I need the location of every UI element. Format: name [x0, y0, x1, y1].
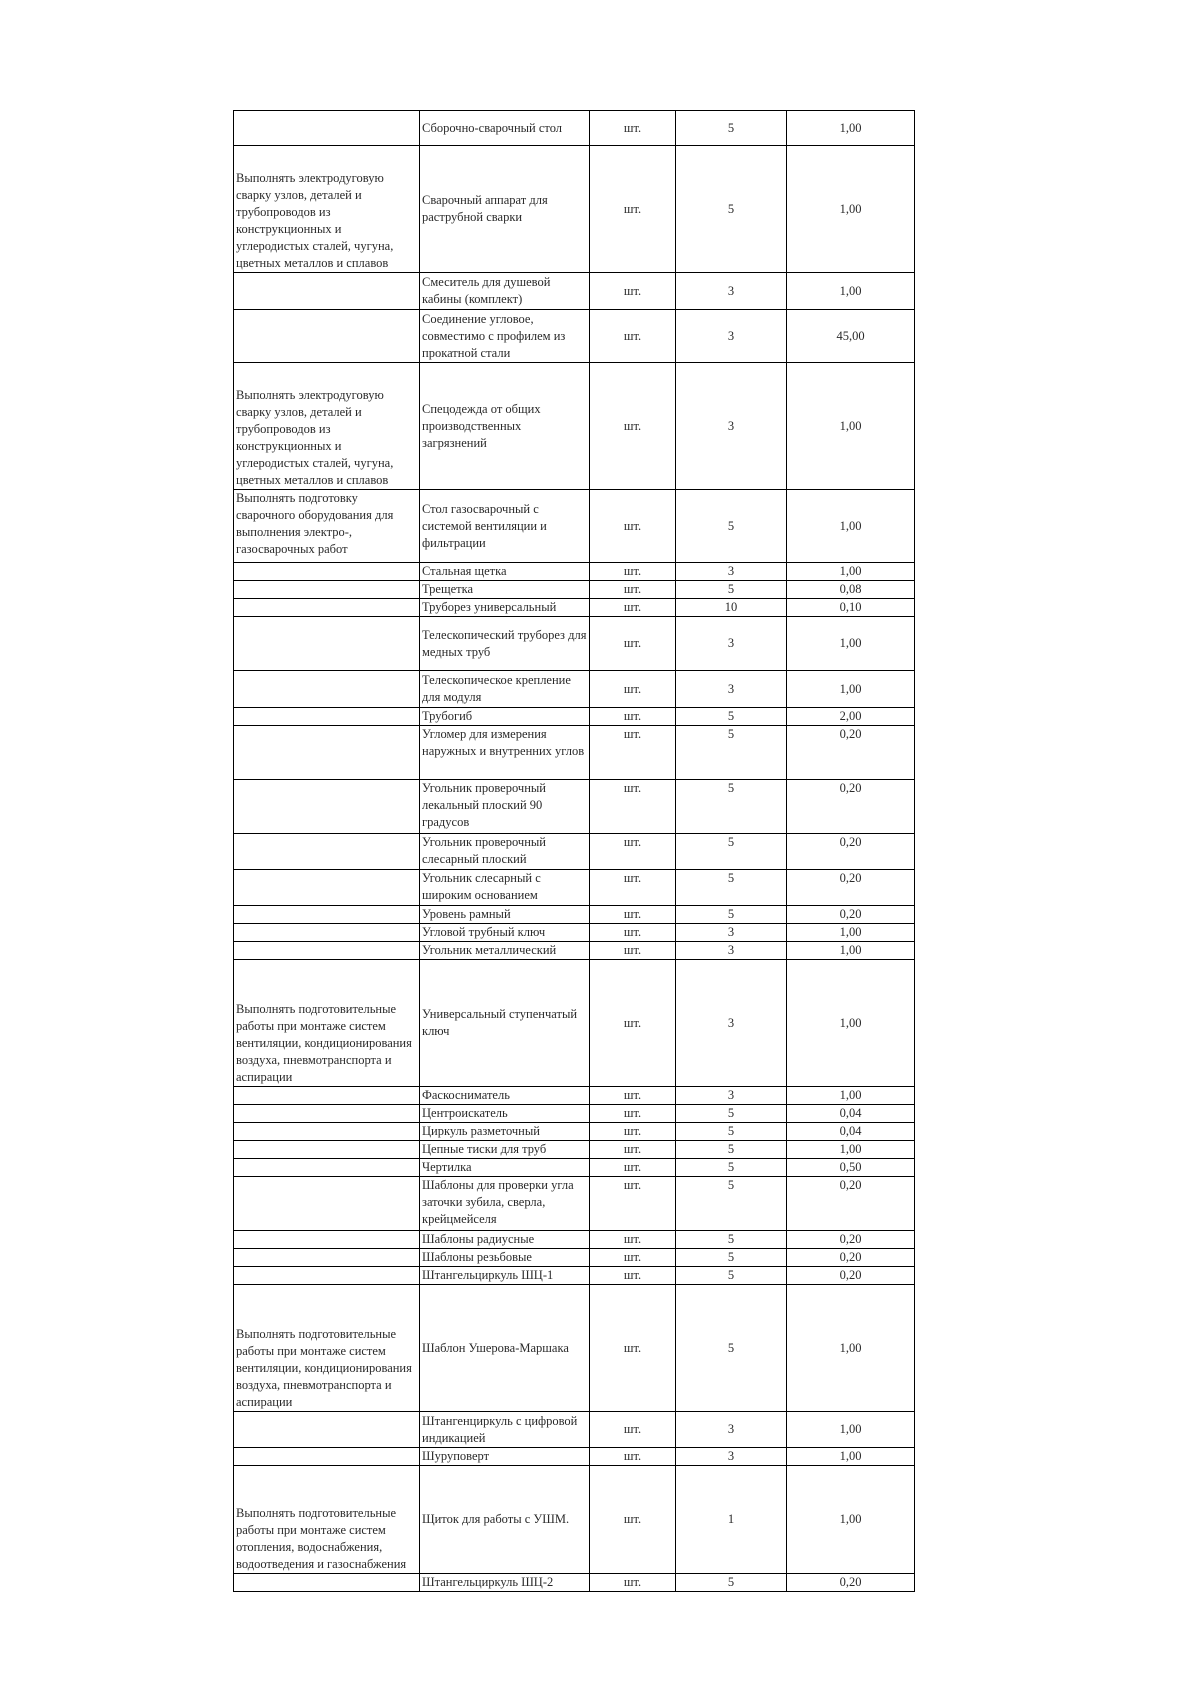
table-row: [234, 1249, 915, 1267]
task-cell: [234, 1574, 420, 1592]
norm-cell: 1,00: [787, 942, 915, 960]
item-name-cell: Спецодежда от общих производственных загрязнений: [420, 363, 590, 490]
norm-cell: 1,00: [787, 1141, 915, 1159]
task-cell: [234, 1105, 420, 1123]
item-name-cell: Угловой трубный ключ: [420, 924, 590, 942]
table-row: [234, 834, 915, 870]
item-name-cell: Шуруповерт: [420, 1448, 590, 1466]
item-name-cell: Смеситель для душевой кабины (комплект): [420, 273, 590, 310]
item-name-cell: Сварочный аппарат для раструбной сварки: [420, 146, 590, 273]
table-row: [234, 960, 915, 1087]
item-name-cell: Угольник проверочный лекальный плоский 90 градусов: [420, 780, 590, 834]
table-row: [234, 363, 915, 490]
table-row: [234, 1177, 915, 1231]
quantity-cell: 5: [676, 726, 787, 780]
norm-cell: 1,00: [787, 1412, 915, 1448]
task-cell: [234, 1412, 420, 1448]
item-name-cell: Уровень рамный: [420, 906, 590, 924]
item-name-cell: Шаблон Ушерова-Маршака: [420, 1285, 590, 1412]
norm-cell: 0,20: [787, 906, 915, 924]
unit-cell: шт.: [590, 960, 676, 1087]
unit-cell: шт.: [590, 906, 676, 924]
unit-cell: шт.: [590, 1574, 676, 1592]
table-row: [234, 617, 915, 671]
quantity-cell: 5: [676, 581, 787, 599]
table-row: [234, 273, 915, 310]
norm-cell: 0,20: [787, 780, 915, 834]
task-cell: [234, 310, 420, 363]
item-name-cell: Универсальный ступенчатый ключ: [420, 960, 590, 1087]
unit-cell: шт.: [590, 708, 676, 726]
quantity-cell: 3: [676, 1412, 787, 1448]
table-row: [234, 708, 915, 726]
table-row: [234, 1574, 915, 1592]
task-cell: [234, 780, 420, 834]
item-name-cell: Труборез универсальный: [420, 599, 590, 617]
table-row: [234, 671, 915, 708]
norm-cell: 0,08: [787, 581, 915, 599]
table-row: [234, 1466, 915, 1574]
item-name-cell: Штангельциркуль ШЦ-2: [420, 1574, 590, 1592]
quantity-cell: 3: [676, 563, 787, 581]
task-cell: [234, 581, 420, 599]
table-row: [234, 146, 915, 273]
quantity-cell: 3: [676, 960, 787, 1087]
quantity-cell: 5: [676, 870, 787, 906]
item-name-cell: Цепные тиски для труб: [420, 1141, 590, 1159]
quantity-cell: 5: [676, 1249, 787, 1267]
table-row: [234, 1267, 915, 1285]
quantity-cell: 5: [676, 1231, 787, 1249]
table-row: [234, 906, 915, 924]
item-name-cell: Угольник слесарный с широким основанием: [420, 870, 590, 906]
table-row: [234, 599, 915, 617]
item-name-cell: Стальная щетка: [420, 563, 590, 581]
equipment-table: [233, 110, 915, 1592]
task-cell: [234, 1177, 420, 1231]
norm-cell: 1,00: [787, 960, 915, 1087]
quantity-cell: 3: [676, 942, 787, 960]
task-cell: [234, 599, 420, 617]
unit-cell: шт.: [590, 870, 676, 906]
item-name-cell: Фаскосниматель: [420, 1087, 590, 1105]
norm-cell: 1,00: [787, 563, 915, 581]
item-name-cell: Шаблоны резьбовые: [420, 1249, 590, 1267]
task-cell: [234, 942, 420, 960]
norm-cell: 1,00: [787, 1448, 915, 1466]
quantity-cell: 5: [676, 1123, 787, 1141]
quantity-cell: 5: [676, 1267, 787, 1285]
quantity-cell: 3: [676, 671, 787, 708]
norm-cell: 0,20: [787, 1231, 915, 1249]
unit-cell: шт.: [590, 726, 676, 780]
table-row: [234, 1105, 915, 1123]
task-cell: [234, 1249, 420, 1267]
item-name-cell: Штангельциркуль ШЦ-1: [420, 1267, 590, 1285]
unit-cell: шт.: [590, 1177, 676, 1231]
table-row: [234, 1087, 915, 1105]
quantity-cell: 5: [676, 780, 787, 834]
norm-cell: 0,20: [787, 870, 915, 906]
quantity-cell: 10: [676, 599, 787, 617]
unit-cell: шт.: [590, 599, 676, 617]
task-cell: [234, 563, 420, 581]
task-cell: Выполнять подготовку сварочного оборудования для выполнения электро-, газосварочных работ: [234, 490, 420, 563]
table-row: [234, 1231, 915, 1249]
unit-cell: шт.: [590, 1466, 676, 1574]
item-name-cell: Телескопический труборез для медных труб: [420, 617, 590, 671]
unit-cell: шт.: [590, 924, 676, 942]
norm-cell: 0,20: [787, 1267, 915, 1285]
quantity-cell: 5: [676, 111, 787, 146]
item-name-cell: Угломер для измерения наружных и внутренних углов: [420, 726, 590, 780]
task-cell: [234, 726, 420, 780]
table-row: [234, 1285, 915, 1412]
quantity-cell: 3: [676, 310, 787, 363]
table-row: [234, 924, 915, 942]
unit-cell: шт.: [590, 942, 676, 960]
table-row: [234, 111, 915, 146]
item-name-cell: Угольник металлический: [420, 942, 590, 960]
unit-cell: шт.: [590, 671, 676, 708]
task-cell: Выполнять электродуговую сварку узлов, деталей и трубопроводов из конструкционных и углеродистых сталей, чугуна, цветных металлов и сплавов: [234, 363, 420, 490]
table-row: [234, 310, 915, 363]
unit-cell: шт.: [590, 563, 676, 581]
unit-cell: шт.: [590, 1231, 676, 1249]
unit-cell: шт.: [590, 834, 676, 870]
norm-cell: 1,00: [787, 146, 915, 273]
unit-cell: шт.: [590, 1123, 676, 1141]
quantity-cell: 1: [676, 1466, 787, 1574]
norm-cell: 45,00: [787, 310, 915, 363]
quantity-cell: 5: [676, 490, 787, 563]
quantity-cell: 5: [676, 1177, 787, 1231]
task-cell: [234, 834, 420, 870]
quantity-cell: 5: [676, 1105, 787, 1123]
table-row: [234, 1123, 915, 1141]
quantity-cell: 3: [676, 1087, 787, 1105]
quantity-cell: 3: [676, 1448, 787, 1466]
task-cell: Выполнять подготовительные работы при монтаже систем вентиляции, кондиционирования воздуха, пневмотранспорта и аспирации: [234, 1285, 420, 1412]
norm-cell: 1,00: [787, 617, 915, 671]
unit-cell: шт.: [590, 1412, 676, 1448]
task-cell: [234, 870, 420, 906]
quantity-cell: 3: [676, 617, 787, 671]
task-cell: [234, 617, 420, 671]
item-name-cell: Стол газосварочный с системой вентиляции и фильтрации: [420, 490, 590, 563]
norm-cell: 0,04: [787, 1105, 915, 1123]
unit-cell: шт.: [590, 1087, 676, 1105]
task-cell: [234, 1159, 420, 1177]
table-row: [234, 726, 915, 780]
item-name-cell: Угольник проверочный слесарный плоский: [420, 834, 590, 870]
task-cell: [234, 1448, 420, 1466]
norm-cell: 0,20: [787, 1177, 915, 1231]
quantity-cell: 5: [676, 1574, 787, 1592]
unit-cell: шт.: [590, 1105, 676, 1123]
unit-cell: шт.: [590, 310, 676, 363]
unit-cell: шт.: [590, 581, 676, 599]
unit-cell: шт.: [590, 1249, 676, 1267]
task-cell: Выполнять подготовительные работы при монтаже систем вентиляции, кондиционирования воздуха, пневмотранспорта и аспирации: [234, 960, 420, 1087]
norm-cell: 1,00: [787, 273, 915, 310]
unit-cell: шт.: [590, 111, 676, 146]
task-cell: [234, 924, 420, 942]
unit-cell: шт.: [590, 1448, 676, 1466]
task-cell: [234, 1231, 420, 1249]
norm-cell: 1,00: [787, 1087, 915, 1105]
quantity-cell: 3: [676, 363, 787, 490]
item-name-cell: Штангенциркуль с цифровой индикацией: [420, 1412, 590, 1448]
unit-cell: шт.: [590, 617, 676, 671]
quantity-cell: 5: [676, 708, 787, 726]
quantity-cell: 3: [676, 273, 787, 310]
item-name-cell: Шаблоны радиусные: [420, 1231, 590, 1249]
norm-cell: 0,04: [787, 1123, 915, 1141]
task-cell: [234, 111, 420, 146]
item-name-cell: Трубогиб: [420, 708, 590, 726]
quantity-cell: 5: [676, 1159, 787, 1177]
unit-cell: шт.: [590, 1267, 676, 1285]
table-row: [234, 563, 915, 581]
task-cell: [234, 1087, 420, 1105]
quantity-cell: 5: [676, 1285, 787, 1412]
table-row: [234, 870, 915, 906]
item-name-cell: Соединение угловое, совместимо с профилем из прокатной стали: [420, 310, 590, 363]
table-row: [234, 490, 915, 563]
item-name-cell: Циркуль разметочный: [420, 1123, 590, 1141]
norm-cell: 0,20: [787, 1574, 915, 1592]
unit-cell: шт.: [590, 780, 676, 834]
norm-cell: 0,20: [787, 1249, 915, 1267]
quantity-cell: 5: [676, 906, 787, 924]
task-cell: [234, 708, 420, 726]
unit-cell: шт.: [590, 146, 676, 273]
quantity-cell: 3: [676, 924, 787, 942]
task-cell: [234, 671, 420, 708]
table-row: [234, 581, 915, 599]
norm-cell: 1,00: [787, 363, 915, 490]
norm-cell: 1,00: [787, 490, 915, 563]
task-cell: [234, 1123, 420, 1141]
norm-cell: 1,00: [787, 671, 915, 708]
norm-cell: 1,00: [787, 1285, 915, 1412]
unit-cell: шт.: [590, 1159, 676, 1177]
norm-cell: 0,20: [787, 834, 915, 870]
norm-cell: 2,00: [787, 708, 915, 726]
norm-cell: 0,20: [787, 726, 915, 780]
task-cell: Выполнять подготовительные работы при монтаже систем отопления, водоснабжения, водоотведения и газоснабжения: [234, 1466, 420, 1574]
item-name-cell: Центроискатель: [420, 1105, 590, 1123]
item-name-cell: Трещетка: [420, 581, 590, 599]
task-cell: Выполнять электродуговую сварку узлов, деталей и трубопроводов из конструкционных и углеродистых сталей, чугуна, цветных металлов и сплавов: [234, 146, 420, 273]
item-name-cell: Телескопическое крепление для модуля: [420, 671, 590, 708]
equipment-table-body: [234, 111, 915, 1592]
table-row: [234, 1448, 915, 1466]
unit-cell: шт.: [590, 1141, 676, 1159]
table-row: [234, 942, 915, 960]
unit-cell: шт.: [590, 490, 676, 563]
unit-cell: шт.: [590, 273, 676, 310]
task-cell: [234, 906, 420, 924]
norm-cell: 0,50: [787, 1159, 915, 1177]
table-row: [234, 1141, 915, 1159]
item-name-cell: Чертилка: [420, 1159, 590, 1177]
norm-cell: 0,10: [787, 599, 915, 617]
unit-cell: шт.: [590, 363, 676, 490]
quantity-cell: 5: [676, 1141, 787, 1159]
table-row: [234, 1159, 915, 1177]
norm-cell: 1,00: [787, 111, 915, 146]
item-name-cell: Щиток для работы с УШМ.: [420, 1466, 590, 1574]
table-row: [234, 1412, 915, 1448]
norm-cell: 1,00: [787, 924, 915, 942]
quantity-cell: 5: [676, 834, 787, 870]
quantity-cell: 5: [676, 146, 787, 273]
task-cell: [234, 1267, 420, 1285]
item-name-cell: Сборочно-сварочный стол: [420, 111, 590, 146]
task-cell: [234, 273, 420, 310]
norm-cell: 1,00: [787, 1466, 915, 1574]
task-cell: [234, 1141, 420, 1159]
item-name-cell: Шаблоны для проверки угла заточки зубила, сверла, крейцмейселя: [420, 1177, 590, 1231]
unit-cell: шт.: [590, 1285, 676, 1412]
table-row: [234, 780, 915, 834]
